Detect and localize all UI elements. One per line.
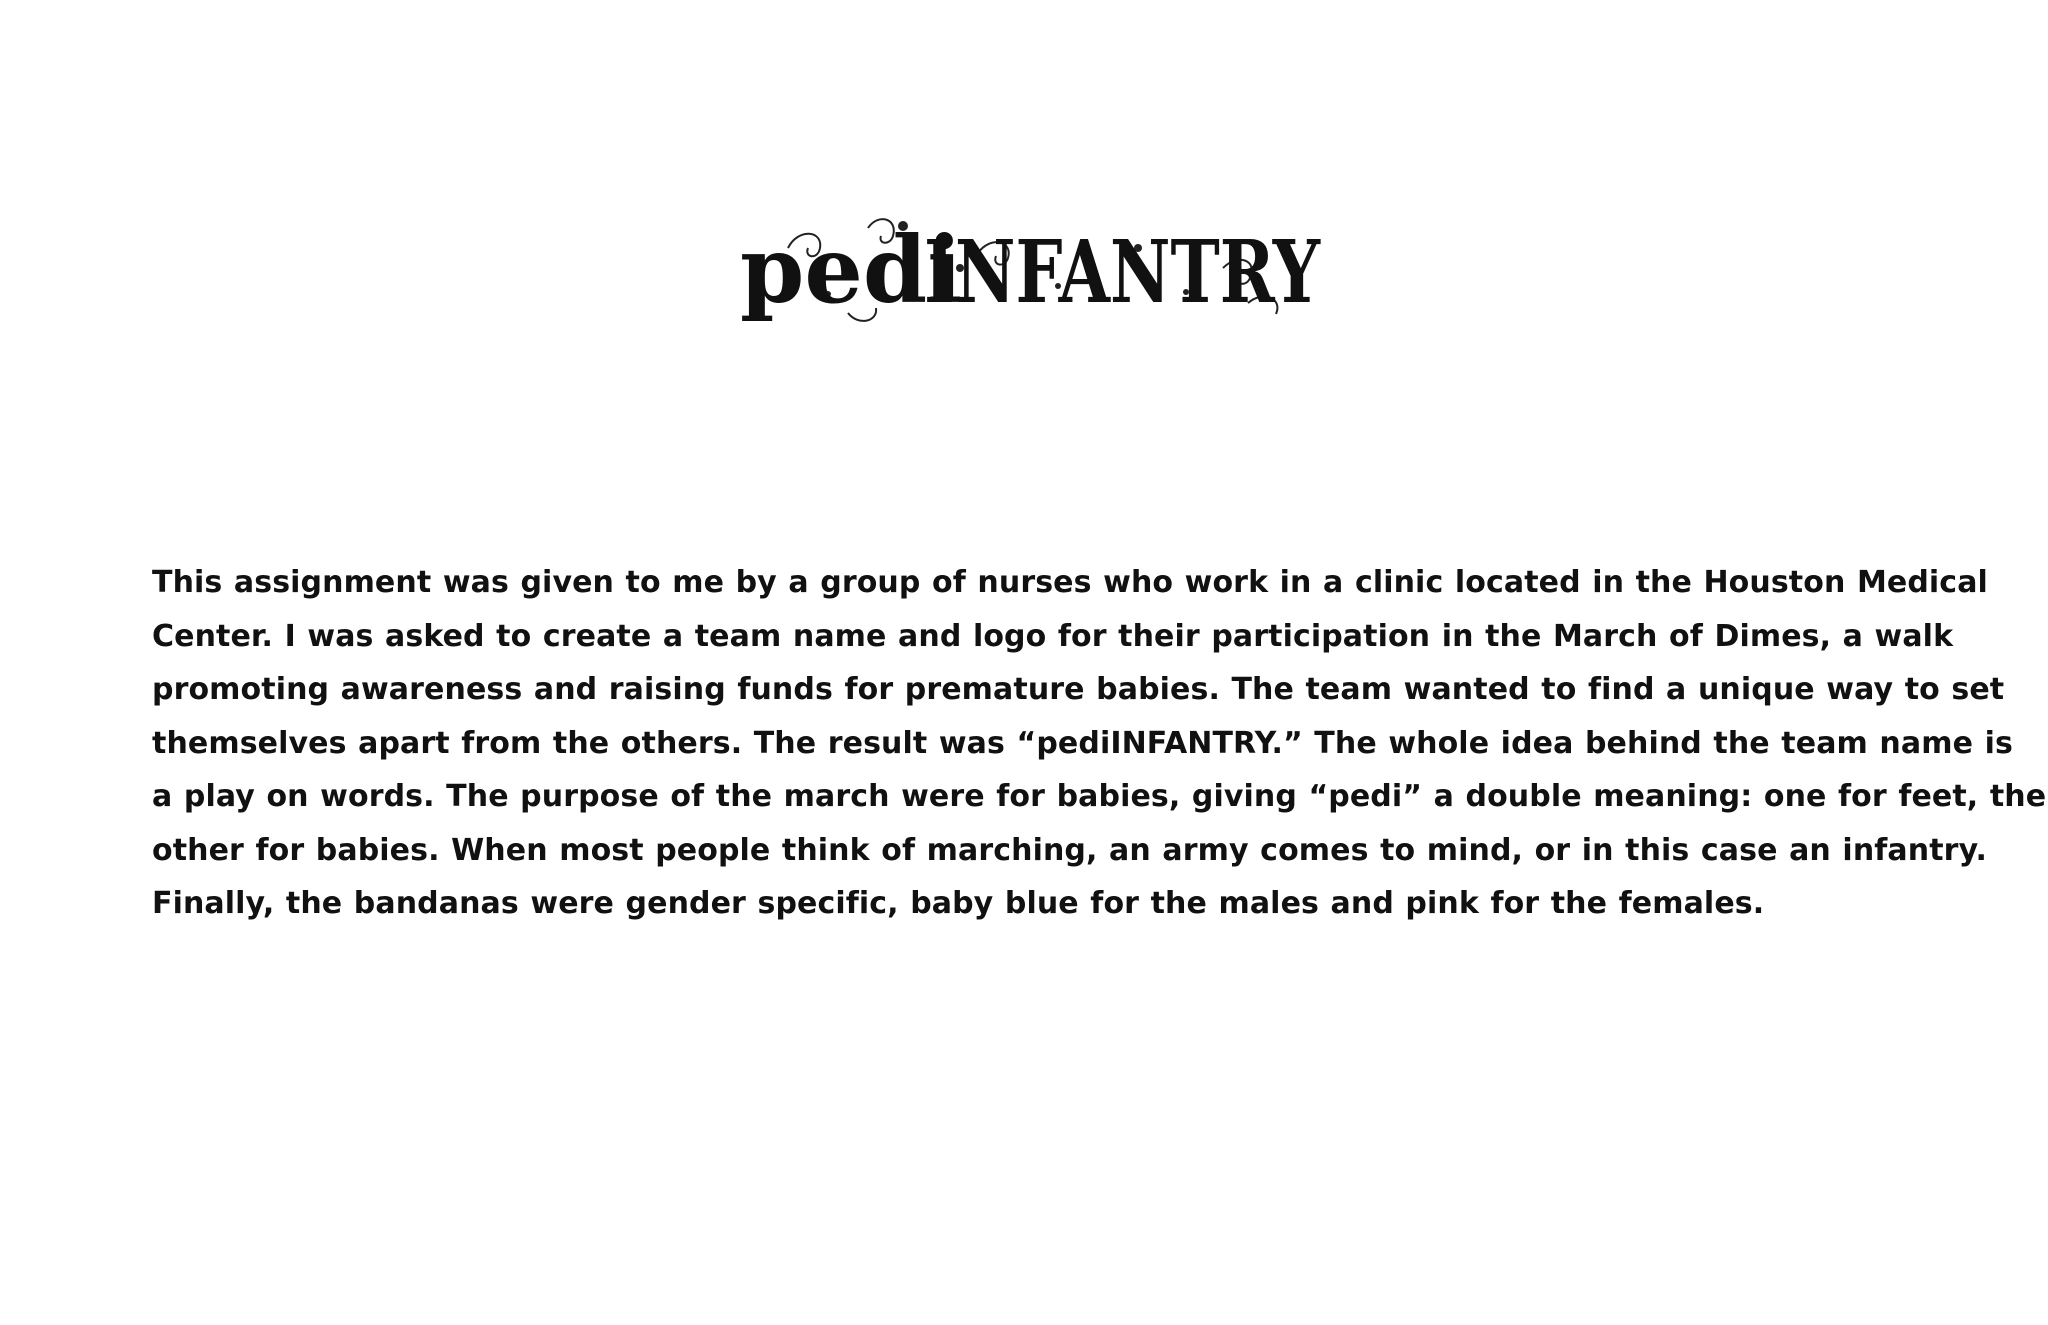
description-line: promoting awareness and raising funds for premature babies. The team wanted to find a unique way to set [152, 672, 2005, 707]
logo-graphic [728, 208, 1328, 338]
description-line: a play on words. The purpose of the march were for babies, giving “pedi” a double meaning: one for feet, the [152, 779, 2047, 814]
logo-prefix: pedi [740, 216, 963, 324]
project-description [152, 556, 2047, 931]
description-line: This assignment was given to me by a group of nurses who work in a clinic located in the Houston Medical [152, 565, 1988, 600]
description-line: Finally, the bandanas were gender specific, baby blue for the males and pink for the females. [152, 886, 1765, 921]
team-logo [728, 208, 1328, 338]
description-line: themselves apart from the others. The result was “pediINFANTRY.” The whole idea behind the team name is [152, 725, 2013, 761]
logo-suffix: INFANTRY [924, 222, 1322, 323]
description-line: Center. I was asked to create a team name and logo for their participation in the March of Dimes, a walk [152, 618, 1954, 654]
description-line: other for babies. When most people think of marching, an army comes to mind, or in this case an infantry. [152, 832, 1987, 868]
